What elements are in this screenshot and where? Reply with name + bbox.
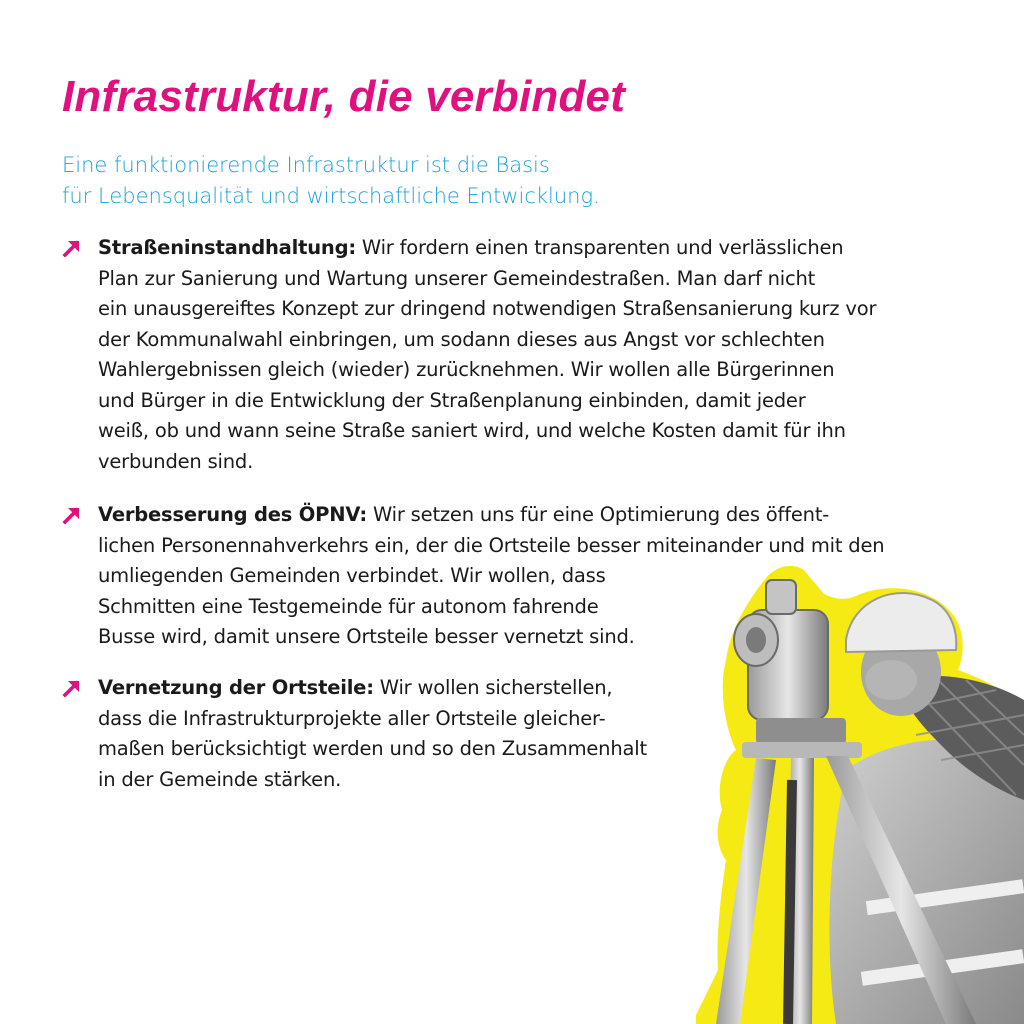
bullet-text — [98, 673, 647, 795]
text-line: umliegenden Gemeinden verbindet. Wir wollen, dass — [98, 564, 606, 587]
arrow-up-right-icon — [62, 505, 82, 525]
bullet-heading: Verbesserung des ÖPNV: — [98, 503, 367, 526]
text-line: in der Gemeinde stärken. — [98, 767, 342, 791]
bullet-heading: Straßeninstandhaltung: — [98, 236, 356, 259]
text-line: Wahlergebnissen gleich (wieder) zurücknehmen. Wir wollen alle Bürgerinnen — [98, 358, 835, 381]
text-line: dass die Infrastrukturprojekte aller Ortsteile gleicher- — [98, 706, 606, 730]
intro-line: für Lebensqualität und wirtschaftliche Entwicklung. — [62, 184, 600, 208]
intro-line: Eine funktionierende Infrastruktur ist die Basis — [62, 153, 550, 177]
text-line: der Kommunalwahl einbringen, um sodann dieses aus Angst vor schlechten — [98, 327, 825, 351]
intro-text — [62, 150, 600, 212]
bullet-text — [98, 233, 876, 477]
arrow-up-right-icon — [62, 238, 82, 258]
text-line: Wir setzen uns für eine Optimierung des öffent- — [367, 503, 830, 526]
text-line: verbunden sind. — [98, 449, 254, 473]
text-line: ein unausgereiftes Konzept zur dringend notwendigen Straßensanierung kurz vor — [98, 297, 877, 320]
bullet-heading: Vernetzung der Ortsteile: — [98, 676, 374, 699]
text-line: und Bürger in die Entwicklung der Straßenplanung einbinden, damit jeder — [98, 388, 806, 412]
arrow-up-right-icon — [62, 678, 82, 698]
text-line: Plan zur Sanierung und Wartung unserer Gemeindestraßen. Man darf nicht — [98, 266, 816, 290]
text-line: maßen berücksichtigt werden und so den Zusammenhalt — [98, 737, 647, 760]
text-line: Busse wird, damit unsere Ortsteile besser vernetzt sind. — [98, 625, 635, 648]
text-line: Wir wollen sicherstellen, — [373, 676, 613, 699]
text-line: lichen Personennahverkehrs ein, der die Ortsteile besser miteinander und mit den — [98, 533, 885, 557]
page-title: Infrastruktur, die verbindet — [62, 72, 626, 121]
surveyor-photo — [696, 560, 1024, 1024]
text-line: Schmitten eine Testgemeinde für autonom fahrende — [98, 594, 599, 618]
text-line: Wir fordern einen transparenten und verlässlichen — [355, 236, 844, 259]
text-line: weiß, ob und wann seine Straße saniert wird, und welche Kosten damit für ihn — [98, 419, 846, 442]
